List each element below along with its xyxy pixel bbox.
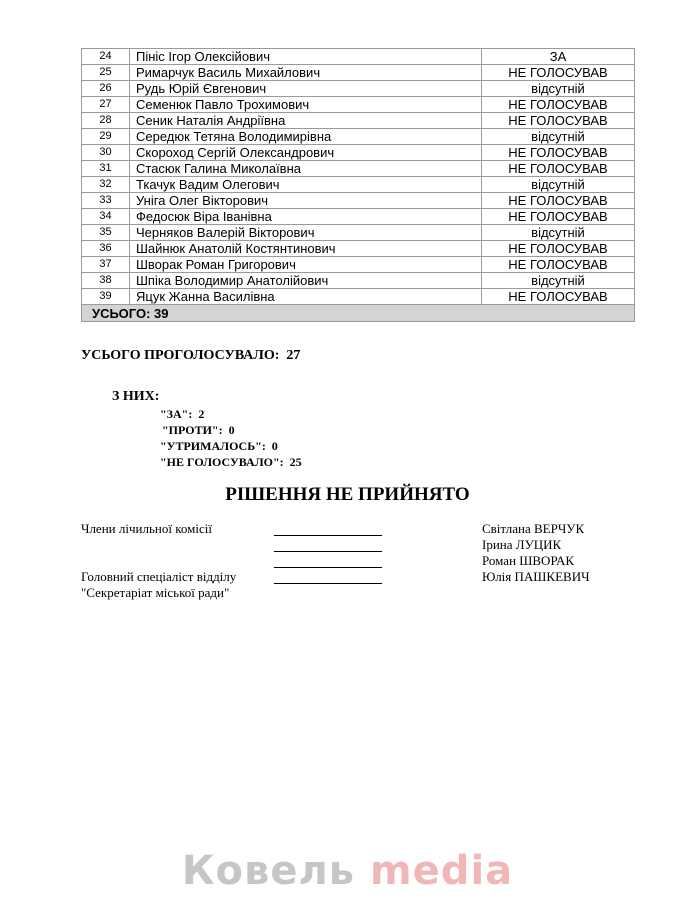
deputy-name: Федосюк Віра Іванівна	[130, 209, 482, 225]
vote-result: НЕ ГОЛОСУВАВ	[482, 145, 635, 161]
deputy-name: Рудь Юрій Євгенович	[130, 81, 482, 97]
table-row	[82, 49, 635, 65]
decision-heading: РІШЕННЯ НЕ ПРИЙНЯТО	[225, 484, 470, 505]
signatory-name: Ірина ЛУЦИК	[482, 537, 562, 552]
row-number: 35	[82, 225, 130, 241]
vote-result: НЕ ГОЛОСУВАВ	[482, 257, 635, 273]
table-row	[82, 193, 635, 209]
row-number: 25	[82, 65, 130, 81]
total-voted: УСЬОГО ПРОГОЛОСУВАЛО: 27	[81, 348, 301, 363]
table-row	[82, 161, 635, 177]
vote-result: НЕ ГОЛОСУВАВ	[482, 65, 635, 81]
votes-table	[81, 48, 635, 322]
table-row	[82, 241, 635, 257]
row-number: 27	[82, 97, 130, 113]
table-row	[82, 225, 635, 241]
of-them-label: З НИХ:	[112, 389, 160, 404]
table-row	[82, 113, 635, 129]
signature-line	[274, 583, 382, 584]
table-row	[82, 289, 635, 305]
total-row	[82, 305, 635, 322]
deputy-name: Сеник Наталія Андріївна	[130, 113, 482, 129]
deputy-name: Черняков Валерій Вікторович	[130, 225, 482, 241]
vote-result: НЕ ГОЛОСУВАВ	[482, 289, 635, 305]
tally-for: "ЗА": 2	[160, 407, 205, 421]
specialist-label-line1: Головний спеціаліст відділу	[81, 569, 237, 584]
deputy-name: Середюк Тетяна Володимирівна	[130, 129, 482, 145]
row-number: 28	[82, 113, 130, 129]
vote-result: відсутній	[482, 81, 635, 97]
table-row	[82, 145, 635, 161]
vote-result: НЕ ГОЛОСУВАВ	[482, 241, 635, 257]
specialist-label-line2: "Секретаріат міської ради"	[81, 585, 230, 600]
vote-result: відсутній	[482, 273, 635, 289]
row-number: 30	[82, 145, 130, 161]
table-row	[82, 209, 635, 225]
vote-tally	[160, 406, 302, 470]
deputy-name: Шайнюк Анатолій Костянтинович	[130, 241, 482, 257]
deputy-name: Скороход Сергій Олександрович	[130, 145, 482, 161]
specialist-label	[81, 569, 236, 601]
row-number: 26	[82, 81, 130, 97]
signatory-names	[482, 521, 590, 585]
deputy-name: Уніга Олег Вікторович	[130, 193, 482, 209]
vote-result: відсутній	[482, 177, 635, 193]
deputy-name: Шворак Роман Григорович	[130, 257, 482, 273]
vote-result: відсутній	[482, 129, 635, 145]
row-number: 34	[82, 209, 130, 225]
vote-result: ЗА	[482, 49, 635, 65]
total-count: УСЬОГО: 39	[82, 305, 635, 322]
signature-line	[274, 567, 382, 568]
signatory-name: Роман ШВОРАК	[482, 553, 575, 568]
votes-table-body	[82, 49, 635, 322]
vote-result: НЕ ГОЛОСУВАВ	[482, 209, 635, 225]
row-number: 33	[82, 193, 130, 209]
deputy-name: Яцук Жанна Василівна	[130, 289, 482, 305]
vote-result: НЕ ГОЛОСУВАВ	[482, 193, 635, 209]
table-row	[82, 177, 635, 193]
watermark-logo	[0, 848, 695, 894]
deputy-name: Пініс Ігор Олексійович	[130, 49, 482, 65]
deputy-name: Стасюк Галина Миколаївна	[130, 161, 482, 177]
deputy-name: Семенюк Павло Трохимович	[130, 97, 482, 113]
vote-result: відсутній	[482, 225, 635, 241]
row-number: 29	[82, 129, 130, 145]
tally-abstained: "УТРИМАЛОСЬ": 0	[160, 439, 278, 453]
vote-result: НЕ ГОЛОСУВАВ	[482, 113, 635, 129]
table-row	[82, 81, 635, 97]
watermark-part2: media	[370, 848, 514, 894]
deputy-name: Ткачук Вадим Олегович	[130, 177, 482, 193]
commission-label: Члени лічильної комісії	[81, 521, 212, 536]
row-number: 36	[82, 241, 130, 257]
deputy-name: Шпіка Володимир Анатолійович	[130, 273, 482, 289]
row-number: 37	[82, 257, 130, 273]
watermark-part1: Ковель	[181, 848, 356, 894]
row-number: 32	[82, 177, 130, 193]
table-row	[82, 65, 635, 81]
vote-result: НЕ ГОЛОСУВАВ	[482, 161, 635, 177]
tally-not-voted: "НЕ ГОЛОСУВАЛО": 25	[160, 455, 302, 469]
table-row	[82, 257, 635, 273]
table-row	[82, 129, 635, 145]
signature-line	[274, 551, 382, 552]
row-number: 24	[82, 49, 130, 65]
signatory-name: Юлія ПАШКЕВИЧ	[482, 569, 590, 584]
signatory-name: Світлана ВЕРЧУК	[482, 521, 585, 536]
table-row	[82, 273, 635, 289]
row-number: 38	[82, 273, 130, 289]
vote-result: НЕ ГОЛОСУВАВ	[482, 97, 635, 113]
signature-line	[274, 535, 382, 536]
row-number: 31	[82, 161, 130, 177]
row-number: 39	[82, 289, 130, 305]
deputy-name: Римарчук Василь Михайлович	[130, 65, 482, 81]
tally-against: "ПРОТИ": 0	[162, 423, 235, 437]
table-row	[82, 97, 635, 113]
